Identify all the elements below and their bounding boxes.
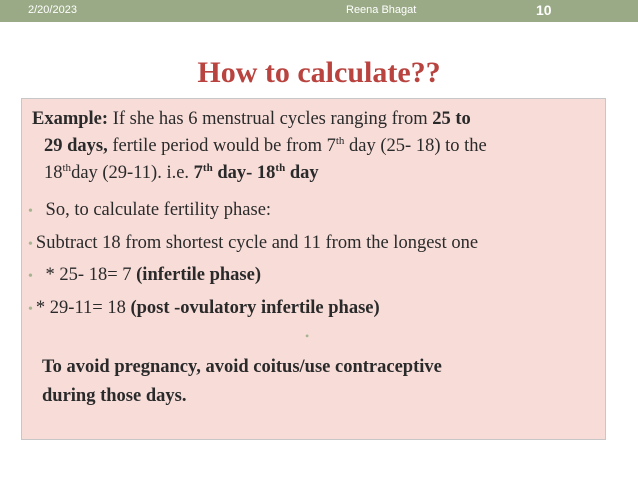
fertile-end: day- 18 — [212, 163, 276, 183]
example-line-2 — [44, 134, 487, 158]
slide-author: Reena Bhagat — [346, 4, 417, 16]
superscript: th — [275, 161, 286, 174]
bullet-icon: • — [28, 237, 33, 252]
example-text: 18 — [44, 163, 63, 183]
conclusion-line-1: To avoid pregnancy, avoid coitus/use contraceptive — [42, 357, 442, 377]
example-line-3 — [44, 161, 319, 185]
example-text: If she has 6 menstrual cycles ranging from — [108, 109, 433, 129]
bullet-item — [28, 198, 271, 224]
bullet-emphasis: (post -ovulatory infertile phase) — [130, 298, 380, 318]
bullet-text: * 25- 18= 7 — [40, 265, 137, 285]
example-label: Example: — [32, 109, 109, 129]
example-range: 25 to — [432, 109, 471, 129]
fertile-end-day: day — [285, 163, 319, 183]
bullet-item — [28, 231, 478, 257]
bullet-emphasis: (infertile phase) — [136, 265, 261, 285]
slide-title: How to calculate?? — [197, 56, 441, 89]
slide-number: 10 — [536, 2, 552, 18]
example-days: 29 days, — [44, 136, 108, 156]
example-line-1 — [32, 107, 471, 131]
bullet-item — [28, 263, 261, 289]
slide-date: 2/20/2023 — [28, 4, 77, 16]
conclusion-line-2: during those days. — [42, 386, 187, 406]
bullet-icon: • — [28, 204, 33, 219]
example-text: day (25- 18) to the — [344, 136, 487, 156]
example-text: day (29-11). i.e. — [71, 163, 194, 183]
bullet-text: So, to calculate fertility phase: — [40, 200, 272, 220]
superscript: th — [62, 161, 72, 174]
fertile-start: 7 — [193, 163, 203, 183]
content-box — [21, 98, 606, 440]
example-text: fertile period would be from 7 — [107, 136, 336, 156]
bullet-icon: • — [28, 269, 33, 284]
bullet-icon: • — [28, 302, 33, 317]
superscript: th — [335, 134, 345, 147]
bullet-text: Subtract 18 from shortest cycle and 11 from the longest one — [35, 233, 479, 253]
empty-bullet-icon: • — [305, 329, 310, 343]
bullet-item — [28, 296, 380, 322]
bullet-text: * 29-11= 18 — [35, 298, 131, 318]
superscript: th — [202, 161, 213, 174]
